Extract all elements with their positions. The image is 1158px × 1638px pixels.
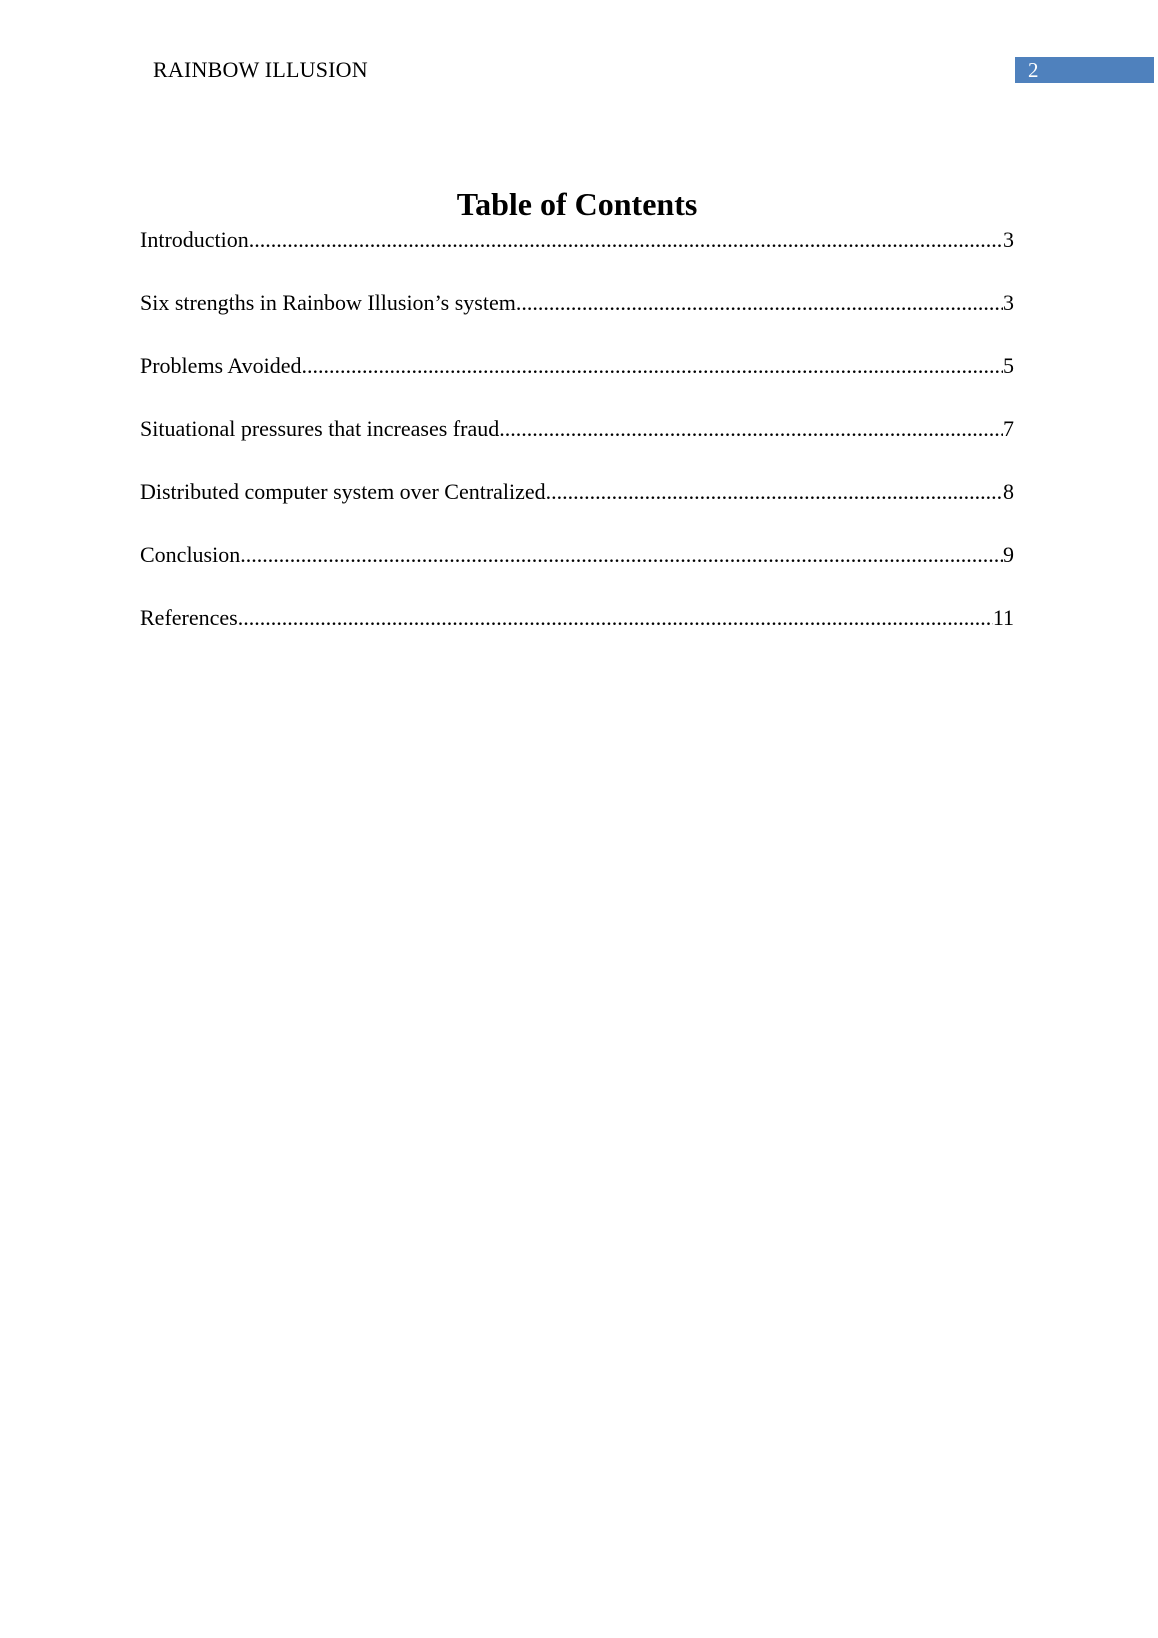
toc-dot-leader [546, 478, 1003, 506]
toc-entry-page: 5 [1003, 353, 1014, 378]
page-number: 2 [1028, 58, 1039, 82]
toc-entry-six-strengths[interactable] [140, 289, 1014, 352]
toc-dot-leader [499, 415, 1003, 443]
toc-heading: Table of Contents [456, 186, 698, 222]
page-number-box [1015, 57, 1154, 83]
toc-dot-leader [240, 541, 1003, 569]
toc-entry-distributed-system[interactable] [140, 478, 1014, 541]
toc-dot-leader [516, 289, 1003, 317]
toc-dot-leader [302, 352, 1003, 380]
toc-entry-references[interactable] [140, 604, 1014, 667]
toc-entry-situational-pressures[interactable] [140, 415, 1014, 478]
toc-dot-leader [249, 226, 1003, 254]
toc-entry-page: 11 [992, 605, 1014, 630]
toc-entry-title: Six strengths in Rainbow Illusion’s system [140, 290, 516, 315]
toc-entry-page: 8 [1003, 479, 1014, 504]
toc-entry-page: 7 [1003, 416, 1014, 441]
running-head: RAINBOW ILLUSION [153, 57, 368, 82]
toc-entry-title: Problems Avoided [140, 353, 302, 378]
toc-entry-introduction[interactable] [140, 226, 1014, 289]
toc-entry-conclusion[interactable] [140, 541, 1014, 604]
toc-entry-page: 3 [1003, 290, 1014, 315]
toc-entry-problems-avoided[interactable] [140, 352, 1014, 415]
toc-entry-page: 3 [1003, 227, 1014, 252]
toc-entry-title: References [140, 605, 238, 630]
toc-entry-title: Introduction [140, 227, 249, 252]
toc-entry-page: 9 [1003, 542, 1014, 567]
toc-list [140, 226, 1014, 667]
toc-entry-title: Conclusion [140, 542, 241, 567]
toc-entry-title: Distributed computer system over Centralized [140, 479, 546, 504]
toc-dot-leader [238, 604, 993, 632]
toc-entry-title: Situational pressures that increases fraud [140, 416, 500, 441]
